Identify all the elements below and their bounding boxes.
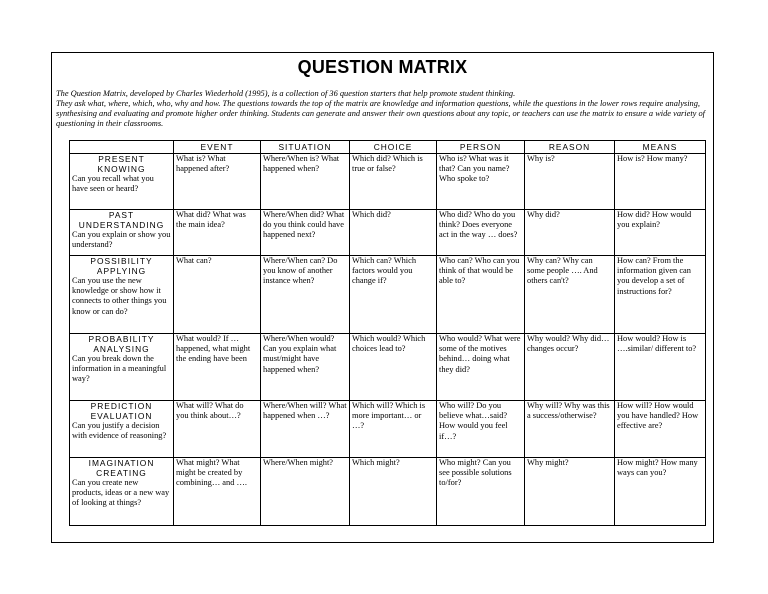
- matrix-cell: Why can? Why can some people …. And others can't?: [525, 256, 615, 334]
- matrix-cell: Where/When is? What happened when?: [261, 154, 350, 210]
- intro-paragraph-1: The Question Matrix, developed by Charles Wiederhold (1995), is a collection of 36 question starters that help promote student thinking.: [56, 89, 516, 98]
- page-title: QUESTION MATRIX: [297, 57, 468, 77]
- table-row: [70, 401, 706, 458]
- header-row: [70, 141, 706, 154]
- matrix-cell: Who would? What were some of the motives behind… doing what they did?: [437, 334, 525, 401]
- row-question: Can you explain or show you understand?: [72, 230, 171, 250]
- matrix-cell: How will? How would you have handled? How effective are?: [615, 401, 706, 458]
- matrix-cell: Why will? Why was this a success/otherwise?: [525, 401, 615, 458]
- matrix-cell: Which can? Which factors would you change if?: [350, 256, 437, 334]
- row-category: PRESENT: [98, 154, 145, 164]
- row-header-imagination-creating: [70, 458, 174, 526]
- matrix-cell: Who is? What was it that? Can you name? Who spoke to?: [437, 154, 525, 210]
- intro-paragraph-2: They ask what, where, which, who, why and how. The questions towards the top of the matrix are knowledge and information questions, while the questions in the lower rows require analysing, synthesising and evaluating and promote higher order thinking. Students can generate and answer their own questions about any topic, or teachers can use the matrix to ensure a wide variety of questioning in their classrooms.: [56, 99, 705, 128]
- question-matrix-table: [69, 140, 706, 526]
- table-row: [70, 154, 706, 210]
- row-category: KNOWING: [97, 164, 146, 174]
- matrix-cell: Which will? Which is more important… or …?: [350, 401, 437, 458]
- matrix-cell: How can? From the information given can you develop a set of instructions for?: [615, 256, 706, 334]
- column-header-person: PERSON: [437, 141, 525, 154]
- row-header-possibility-applying: [70, 256, 174, 334]
- matrix-cell: Where/When will? What happened when …?: [261, 401, 350, 458]
- row-category: POSSIBILITY: [90, 256, 153, 266]
- row-category: ANALYSING: [93, 344, 150, 354]
- question-matrix-page: [51, 52, 714, 543]
- matrix-cell: Who will? Do you believe what…said? How would you feel if…?: [437, 401, 525, 458]
- matrix-cell: How did? How would you explain?: [615, 210, 706, 256]
- matrix-cell: Which would? Which choices lead to?: [350, 334, 437, 401]
- row-category: IMAGINATION: [88, 458, 155, 468]
- matrix-cell: Who can? Who can you think of that would be able to?: [437, 256, 525, 334]
- column-header-means: MEANS: [615, 141, 706, 154]
- row-question: Can you justify a decision with evidence of reasoning?: [72, 421, 167, 441]
- table-row: [70, 458, 706, 526]
- matrix-cell: Which did? Which is true or false?: [350, 154, 437, 210]
- row-category: PREDICTION: [90, 401, 153, 411]
- matrix-cell: What might? What might be created by combining… and ….: [174, 458, 261, 526]
- row-category: EVALUATION: [90, 411, 153, 421]
- column-header-situation: SITUATION: [261, 141, 350, 154]
- row-question: Can you recall what you have seen or heard?: [72, 174, 154, 194]
- matrix-cell: How is? How many?: [615, 154, 706, 210]
- row-header-probability-analysing: [70, 334, 174, 401]
- matrix-cell: How might? How many ways can you?: [615, 458, 706, 526]
- row-category: APPLYING: [96, 266, 147, 276]
- row-question: Can you create new products, ideas or a new way of looking at things?: [72, 478, 170, 508]
- matrix-cell: Which did?: [350, 210, 437, 256]
- row-category: UNDERSTANDING: [78, 220, 165, 230]
- matrix-cell: Why did?: [525, 210, 615, 256]
- row-question: Can you break down the information in a meaningful way?: [72, 354, 167, 384]
- matrix-cell: How would? How is ….similar/ different to?: [615, 334, 706, 401]
- matrix-cell: Who might? Can you see possible solutions to/for?: [437, 458, 525, 526]
- row-header-present-knowing: [70, 154, 174, 210]
- matrix-cell: Why might?: [525, 458, 615, 526]
- matrix-cell: What is? What happened after?: [174, 154, 261, 210]
- matrix-cell: What can?: [174, 256, 261, 334]
- matrix-cell: What would? If …happened, what might the ending have been: [174, 334, 261, 401]
- matrix-cell: Where/When might?: [261, 458, 350, 526]
- row-question: Can you use the new knowledge or show how it connects to other things you know or can do?: [72, 276, 167, 316]
- table-row: [70, 256, 706, 334]
- row-header-past-understanding: [70, 210, 174, 256]
- corner-cell: [70, 141, 174, 154]
- row-category: PROBABILITY: [88, 334, 155, 344]
- row-category: PAST: [108, 210, 135, 220]
- matrix-cell: What will? What do you think about…?: [174, 401, 261, 458]
- row-category: CREATING: [96, 468, 147, 478]
- column-header-reason: REASON: [525, 141, 615, 154]
- matrix-cell: Which might?: [350, 458, 437, 526]
- row-header-prediction-evaluation: [70, 401, 174, 458]
- matrix-cell: Who did? Who do you think? Does everyone act in the way … does?: [437, 210, 525, 256]
- column-header-choice: CHOICE: [350, 141, 437, 154]
- matrix-cell: Where/When did? What do you think could have happened next?: [261, 210, 350, 256]
- matrix-cell: Why would? Why did…changes occur?: [525, 334, 615, 401]
- column-header-event: EVENT: [174, 141, 261, 154]
- table-row: [70, 210, 706, 256]
- matrix-cell: Why is?: [525, 154, 615, 210]
- matrix-cell: Where/When can? Do you know of another instance when?: [261, 256, 350, 334]
- matrix-cell: Where/When would? Can you explain what must/might have happened when?: [261, 334, 350, 401]
- table-row: [70, 334, 706, 401]
- matrix-cell: What did? What was the main idea?: [174, 210, 261, 256]
- intro-text: [56, 89, 711, 129]
